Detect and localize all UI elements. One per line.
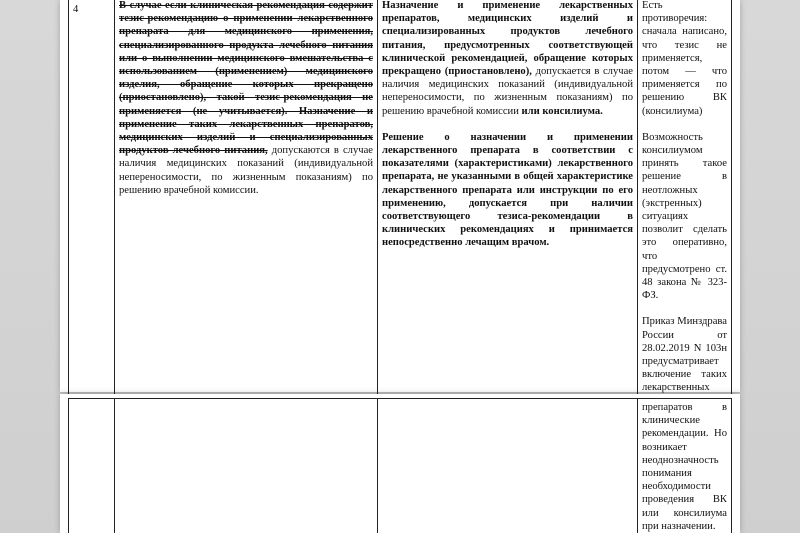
comment-cell-continued: препаратов в клинические рекомендации. Но возникает неоднозначность понимания необходимости проведения ВК или консилиума при назначении. bbox=[638, 399, 732, 533]
proposed-text-cell bbox=[378, 399, 638, 533]
comment-paragraph-2: Возможность консилиумом принять такое решение в неотложных (экстренных) ситуациях позволит сделать это оперативно, что предусмотрено ст. 48 закона № 323-ФЗ. bbox=[642, 131, 727, 302]
page-sheet-2 bbox=[60, 394, 740, 533]
comment-cell bbox=[638, 0, 732, 410]
original-text-cell bbox=[115, 399, 378, 533]
table-row bbox=[69, 399, 732, 533]
struck-text: В случае если клиническая рекомендация содержит тезис-рекомендацию о применении лекарственного препарата для медицинского применения, специализированного продукта лечебного питания или о выполнении медицинского вмешательства с использованием (применением) медицинского изделия, обращение которых прекращено (приостановлено), такой тезис-рекомендация не применяется (не учитывается). Назначение и применение таких лекарственных препаратов, медицинских изделий и специализированных продуктов лечебного питания, bbox=[119, 0, 373, 157]
row-number-cell: 4 bbox=[69, 0, 115, 410]
comment-paragraph-3: Приказ Минздрава России от 28.02.2019 N 103н предусматривает включение таких лекарственных bbox=[642, 316, 727, 394]
proposed-paragraph-2: Решение о назначении и применении лекарственного препарата в соответствии с показателями (характеристиками) лекарственного препарата, не указанными в общей характеристике лекарственного препарата или инструкции по его применению, допускается при наличии соответствующего тезиса-рекомендации в клинических рекомендациях и принимается непосредственно лечащим врачом. bbox=[382, 131, 633, 249]
proposed-text-cell bbox=[378, 0, 638, 410]
table-row bbox=[69, 0, 732, 410]
comparison-table-part-2 bbox=[68, 398, 732, 533]
comparison-table-part-1 bbox=[68, 0, 732, 411]
page-sheet-1 bbox=[60, 0, 740, 392]
proposed-paragraph-1: Назначение и применение лекарственных препаратов, медицинских изделий и специализированных продуктов лечебного питания, предусмотренных соответствующей клинической рекомендацией, обращение которых прекращено (приостановлено), допускается в случае наличия медицинских показаний (индивидуальной непереносимости, по жизненным показаниям) по решению врачебной комиссии или консилиума. bbox=[382, 0, 633, 117]
comment-paragraph-1: Есть противоречия: сначала написано, что тезис не применяется, потом — что применяется по решению ВК (консилиума) bbox=[642, 0, 727, 117]
row-number-cell bbox=[69, 399, 115, 533]
remaining-text: допускаются в случае наличия медицинских показаний (индивидуальной непереносимости, по жизненным показаниям) по решению врачебной комиссии. bbox=[119, 145, 373, 196]
original-text-cell bbox=[115, 0, 378, 410]
